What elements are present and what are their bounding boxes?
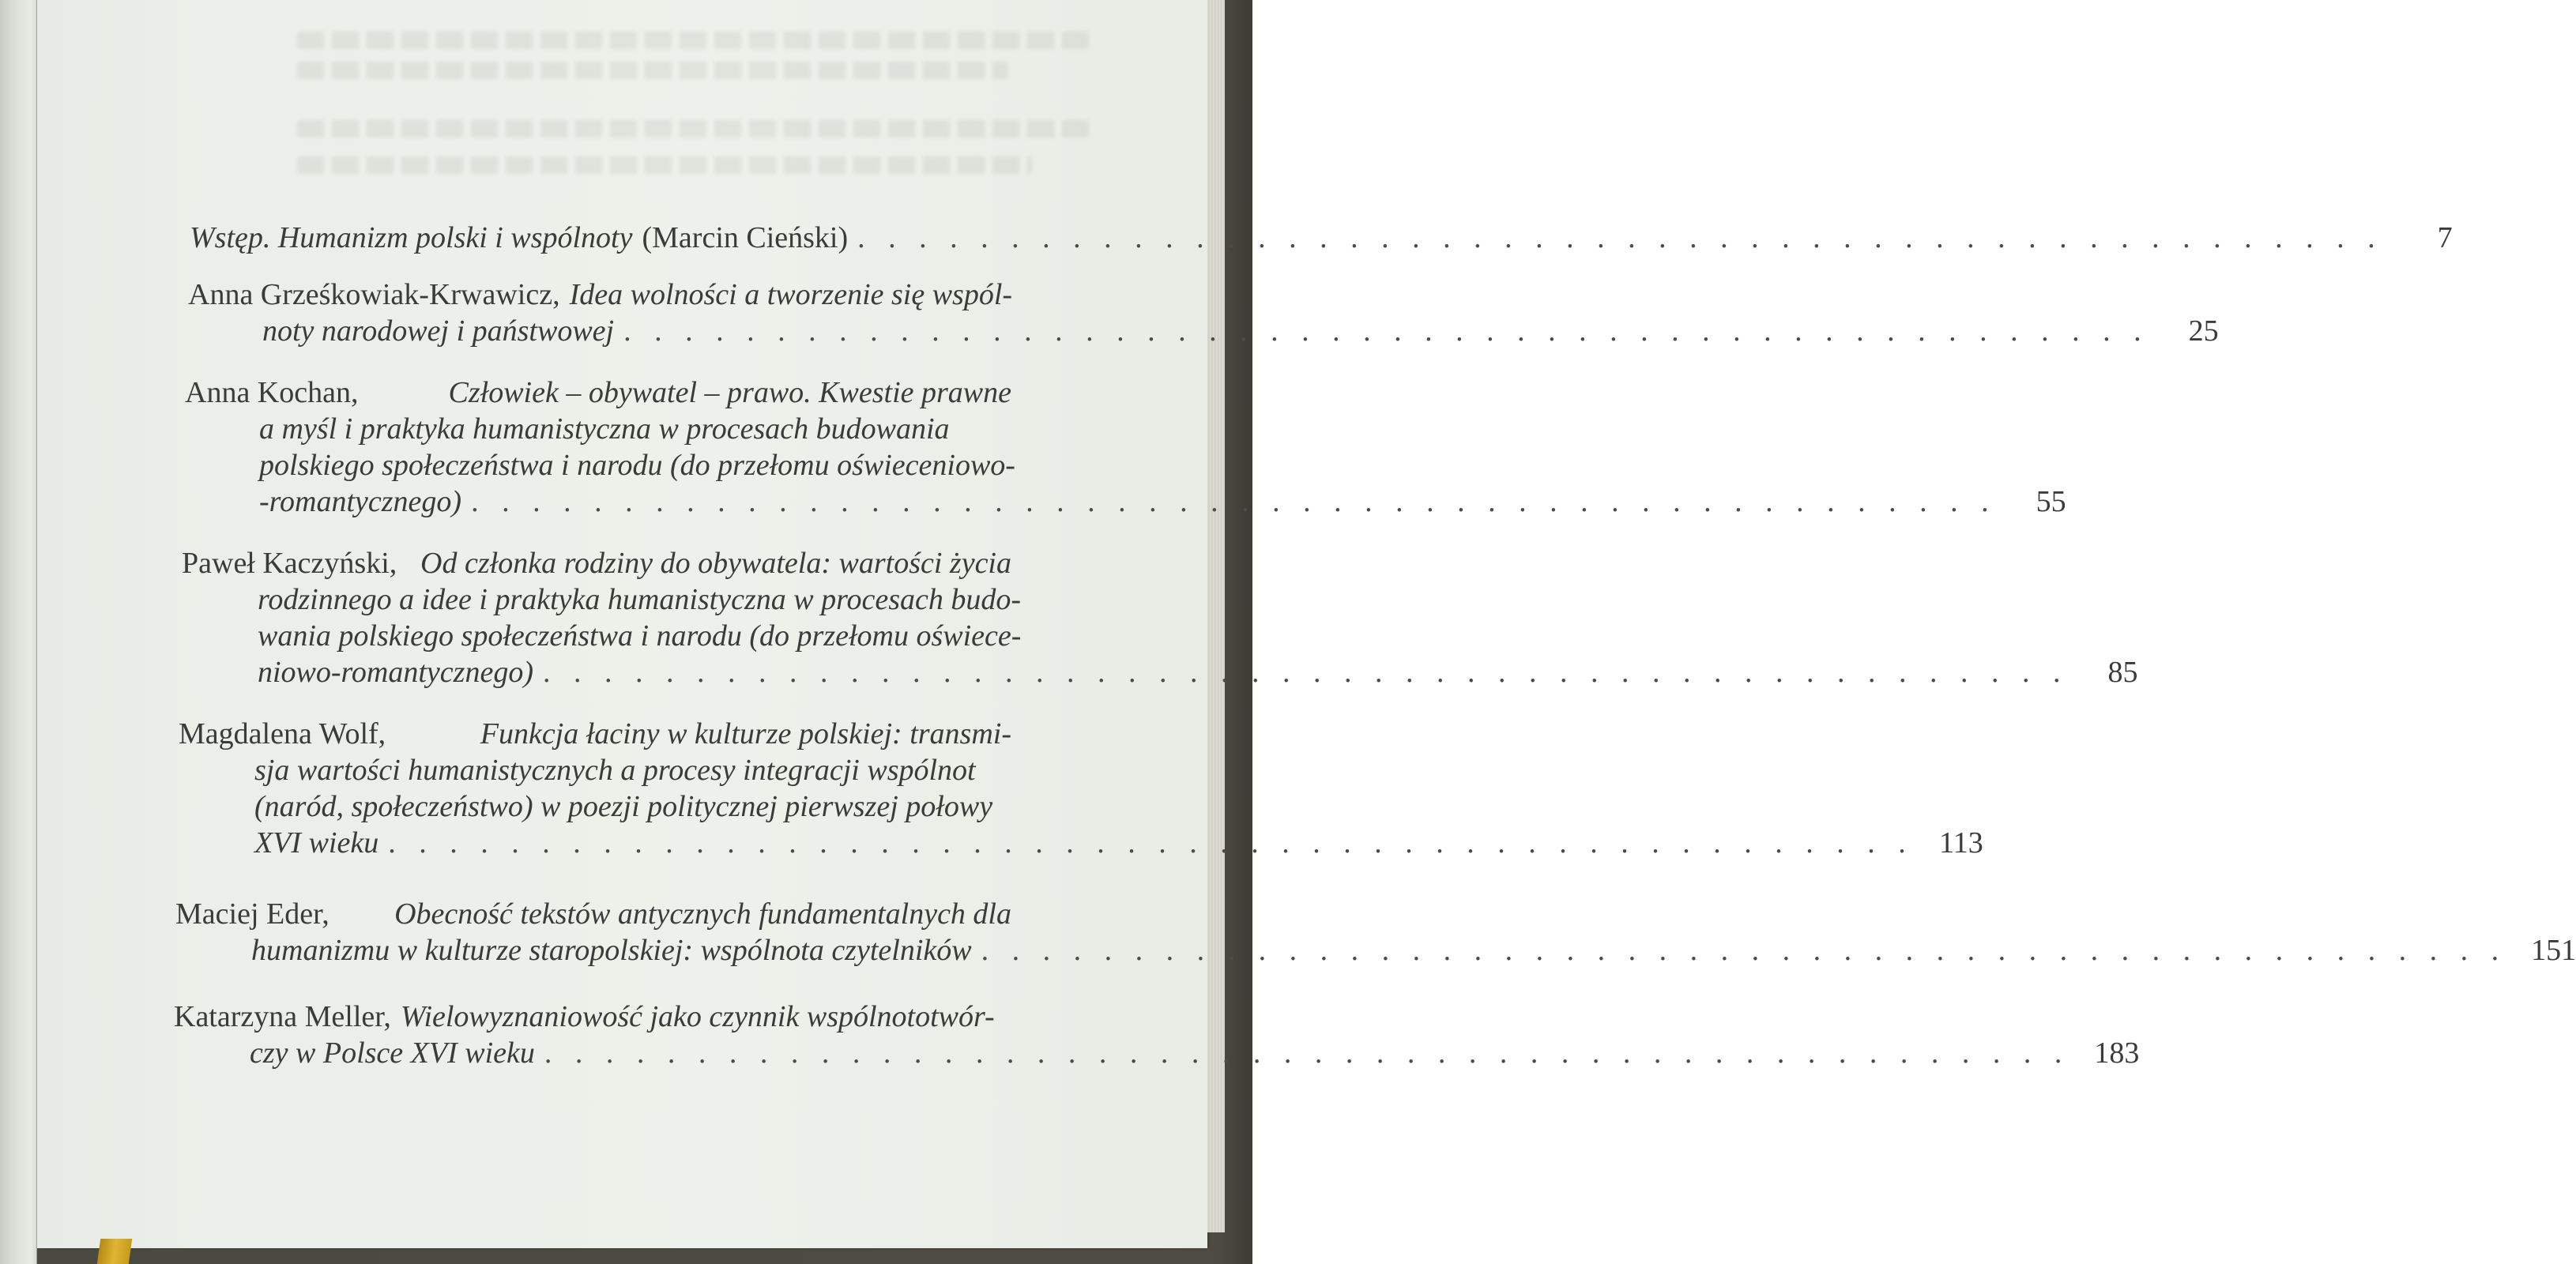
entry-title-line: Obecność tekstów antycznych fundamentalnych dla <box>394 897 1011 931</box>
entry-title-line: XVI wieku <box>254 826 379 860</box>
toc-entry[interactable] <box>174 276 2219 349</box>
toc-entry[interactable] <box>174 999 2140 1071</box>
entry-title-line: niowo-romantycznego) <box>258 656 533 689</box>
entry-title-line: -romantycznego) <box>259 485 462 518</box>
entry-title-line: wania polskiego społeczeństwa i narodu (do przełomu oświece- <box>258 619 1022 653</box>
entry-author: Magdalena Wolf, <box>179 717 386 750</box>
entry-title-line: (naród, społeczeństwo) w poezji politycznej pierwszej połowy <box>254 790 993 823</box>
entry-author: Anna Grześkowiak-Krwawicz, <box>188 278 560 311</box>
page-number: 113 <box>1939 826 1983 860</box>
toc-entry[interactable] <box>174 896 2576 969</box>
entry-title-line: czy w Polsce XVI wieku <box>250 1036 535 1070</box>
entry-title: Wstęp. Humanizm polski i wspólnoty <box>190 221 633 254</box>
entry-title-line: Idea wolności a tworzenie się wspól- <box>569 278 1013 311</box>
entry-title-line: Funkcja łaciny w kulturze polskiej: transmi- <box>480 717 1011 750</box>
dot-leader: . . . . . . . . . . . . . . . . . . . . . . . . . . . . . . . . . . . . . . . . . . . . . . . . . . <box>388 826 1914 860</box>
toc-entry[interactable] <box>174 374 2066 520</box>
toc-entry[interactable] <box>174 220 2453 256</box>
page-number: 183 <box>2094 1036 2140 1070</box>
entry-author: Anna Kochan, <box>185 376 359 409</box>
page-number: 85 <box>2107 656 2138 689</box>
entry-title-line: Od członka rodziny do obywatela: wartości życia <box>420 547 1011 580</box>
page-number: 55 <box>2036 485 2066 518</box>
toc-entry[interactable] <box>174 545 2138 690</box>
entry-author: Maciej Eder, <box>175 897 330 931</box>
entry-author: Paweł Kaczyński, <box>182 547 397 580</box>
entry-title-line: sja wartości humanistycznych a procesy integracji wspólnot <box>254 754 976 787</box>
dot-leader: . . . . . . . . . . . . . . . . . . . . . . . . . . . . . . . . . . . . . . . . . . . . . . . . . . <box>981 934 2507 967</box>
entry-editor: (Marcin Cieński) <box>642 221 849 254</box>
dot-leader: . . . . . . . . . . . . . . . . . . . . . . . . . . . . . . . . . . . . . . . . . . . . . . . . . . <box>544 1036 2070 1070</box>
entry-title-line: humanizmu w kulturze staropolskiej: wspólnota czytelników <box>251 934 972 967</box>
page-number: 7 <box>2437 221 2453 254</box>
dot-leader: . . . . . . . . . . . . . . . . . . . . . . . . . . . . . . . . . . . . . . . . . . . . . . . . . . <box>471 485 1997 518</box>
entry-title-line: polskiego społeczeństwa i narodu (do przełomu oświeceniowo- <box>259 449 1015 482</box>
toc-entry[interactable] <box>174 716 1983 861</box>
entry-author: Katarzyna Meller, <box>174 1000 391 1033</box>
entry-title-line: Wielowyznaniowość jako czynnik wspólnototwór- <box>400 1000 995 1033</box>
dot-leader: . . . . . . . . . . . . . . . . . . . . . . . . . . . . . . . . . . . . . . . . . . . . . . . . . . <box>857 221 2383 254</box>
page-number: 25 <box>2188 314 2219 348</box>
entry-title-line: a myśl i praktyka humanistyczna w procesach budowania <box>259 412 950 446</box>
page-number: 151 <box>2531 934 2576 967</box>
entry-title-line: Człowiek – obywatel – prawo. Kwestie prawne <box>448 376 1011 409</box>
entry-title-line: noty narodowej i państwowej <box>262 314 615 348</box>
dot-leader: . . . . . . . . . . . . . . . . . . . . . . . . . . . . . . . . . . . . . . . . . . . . . . . . . . <box>623 314 2149 348</box>
entry-title-line: rodzinnego a idee i praktyka humanistyczna w procesach budo- <box>258 583 1022 616</box>
dot-leader: . . . . . . . . . . . . . . . . . . . . . . . . . . . . . . . . . . . . . . . . . . . . . . . . . . <box>542 656 2069 689</box>
